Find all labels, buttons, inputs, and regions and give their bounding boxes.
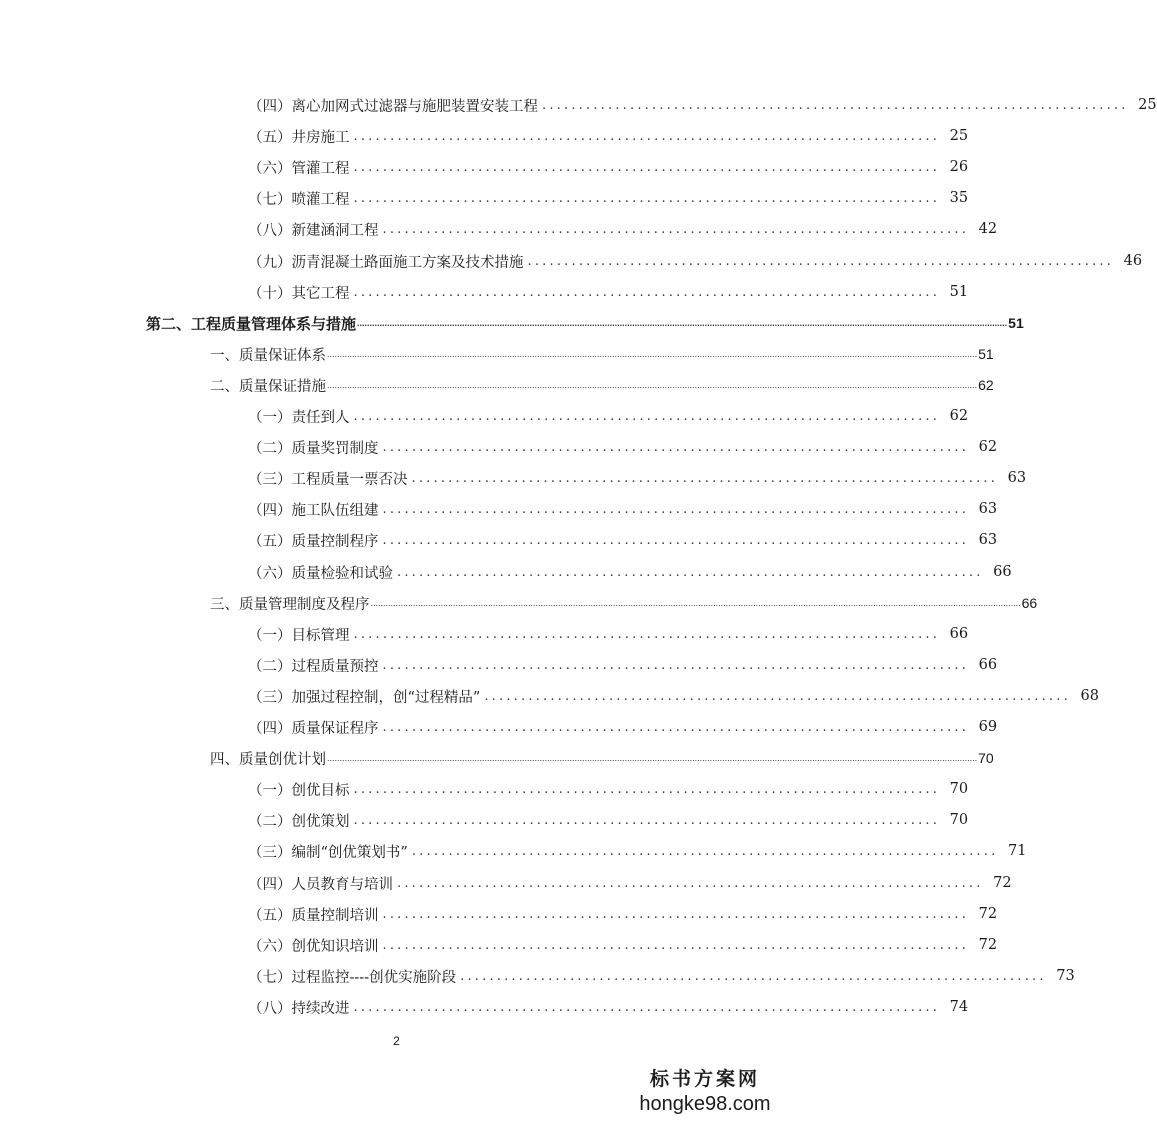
- toc-dot-leader: ................................................................................: [382, 719, 970, 735]
- toc-entry: [248, 217, 998, 241]
- toc-entry: [248, 684, 1099, 708]
- toc-entry-page: 68: [1080, 688, 1099, 704]
- toc-entry-page: 66: [978, 657, 998, 673]
- toc-dot-leader: ................................................................................: [382, 657, 970, 673]
- toc-entry-page: 70: [949, 781, 969, 797]
- toc-dot-leader: ................................................................................: [353, 408, 941, 424]
- toc-entry-title: （六）创优知识培训: [248, 938, 379, 955]
- toc-entry-title: （四）离心加网式过滤器与施肥装置安装工程: [248, 98, 538, 115]
- watermark-title: 标书方案网: [649, 1068, 760, 1090]
- toc-entry: [248, 995, 969, 1019]
- toc-entry-title: （三）工程质量一票否决: [248, 471, 408, 488]
- toc-dot-leader: ................................................................................: [527, 253, 1115, 269]
- toc-dot-leader: ................................................................................: [353, 190, 941, 206]
- toc-entry: [248, 93, 1157, 117]
- toc-dot-leader: ................................................................................: [460, 968, 1047, 984]
- toc-entry-page: 72: [993, 875, 1012, 891]
- toc-entry-title: （二）过程质量预控: [248, 658, 379, 675]
- watermark-url: hongke98.com: [639, 1093, 771, 1115]
- toc-dot-leader: ................................................................................: [353, 128, 941, 144]
- toc-entry: [210, 591, 1038, 615]
- toc-entry: [210, 373, 994, 397]
- toc-entry-title: （八）持续改进: [248, 1000, 350, 1017]
- toc-dot-leader: ................................................................................: [397, 564, 984, 580]
- toc-entry-title: （七）喷灌工程: [248, 191, 350, 208]
- toc-entry-title: （二）质量奖罚制度: [248, 440, 379, 457]
- toc-dot-leader: ................................................................................: [411, 470, 999, 486]
- toc-entry-page: 72: [978, 937, 998, 953]
- toc-entry-title: （三）编制“创优策划书”: [248, 844, 408, 861]
- toc-entry: [248, 653, 998, 677]
- toc-entry-page: 26: [949, 159, 969, 175]
- toc-entry: [210, 746, 994, 770]
- toc-entry-title: 二、质量保证措施: [210, 378, 326, 395]
- watermark-logo: [620, 1066, 790, 1120]
- toc-entry-page: 72: [978, 906, 998, 922]
- toc-entry-page: 51: [949, 284, 969, 300]
- toc-entry: [248, 622, 969, 646]
- toc-entry-page: 63: [1007, 470, 1027, 486]
- toc-dot-leader: ................................................................................: [542, 97, 1129, 113]
- toc-entry-page: 25: [1138, 97, 1157, 113]
- toc-dot-leader: ................................................................................: [382, 906, 970, 922]
- toc-dot-leader: ................................................................................: [382, 532, 970, 548]
- toc-entry: [248, 497, 998, 521]
- toc-entry: [248, 155, 969, 179]
- toc-entry-page: 74: [949, 999, 969, 1015]
- toc-dot-leader: ................................................................................: [382, 221, 970, 237]
- toc-entry-title: （七）过程监控----创优实施阶段: [248, 969, 457, 986]
- toc-dot-leader: ................................................................................: [353, 159, 941, 175]
- toc-entry-page: 35: [949, 190, 969, 206]
- toc-entry-page: 70: [949, 812, 969, 828]
- toc-entry-page: 66: [993, 564, 1012, 580]
- toc-entry-title: （三）加强过程控制，创“过程精品”: [248, 689, 481, 706]
- toc-dot-leader: ................................................................................: [484, 688, 1071, 704]
- toc-entry-title: 一、质量保证体系: [210, 347, 326, 364]
- toc-dot-leader: ................................................................................: [382, 501, 970, 517]
- toc-entry-title: （五）质量控制程序: [248, 533, 379, 550]
- toc-entry-page: 46: [1123, 253, 1143, 269]
- toc-entry-title: （八）新建涵洞工程: [248, 222, 379, 239]
- toc-entry: [248, 933, 998, 957]
- toc-dot-leader: ....................................................................................................................................................................................................................................................................: [357, 318, 1008, 328]
- toc-entry: [146, 311, 1024, 335]
- toc-entry-page: 51: [1008, 315, 1024, 331]
- toc-entry-title: （五）质量控制培训: [248, 907, 379, 924]
- toc-entry-page: 63: [978, 501, 998, 517]
- toc-dot-leader: ................................................................................: [353, 781, 941, 797]
- toc-entry: [248, 902, 998, 926]
- page-number: 2: [393, 1034, 400, 1048]
- toc-entry: [248, 249, 1143, 273]
- toc-entry: [248, 715, 998, 739]
- toc-entry-title: 三、质量管理制度及程序: [210, 596, 370, 613]
- toc-entry: [248, 808, 969, 832]
- toc-entry: [248, 871, 1012, 895]
- toc-dot-leader: ................................................................................: [353, 626, 941, 642]
- toc-dot-leader: ................................................................................: [411, 843, 999, 859]
- toc-entry: [248, 839, 1027, 863]
- toc-entry: [210, 342, 994, 366]
- toc-dot-leader: ................................................................................: [397, 875, 984, 891]
- toc-entry-page: 51: [978, 346, 994, 362]
- toc-entry-title: （九）沥青混凝土路面施工方案及技术措施: [248, 254, 524, 271]
- toc-entry-title: （六）质量检验和试验: [248, 565, 393, 582]
- toc-dot-leader: ................................................................................: [353, 812, 941, 828]
- toc-entry-title: （四）人员教育与培训: [248, 876, 393, 893]
- toc-entry-page: 25: [949, 128, 969, 144]
- toc-entry-title: （一）创优目标: [248, 782, 350, 799]
- toc-entry-page: 63: [978, 532, 998, 548]
- toc-entry-title: （一）目标管理: [248, 627, 350, 644]
- toc-entry-title: （四）施工队伍组建: [248, 502, 379, 519]
- toc-entry-page: 71: [1007, 843, 1027, 859]
- toc-dot-leader: ....................................................................................................................................................................................................................................................................: [327, 753, 978, 763]
- toc-entry-page: 66: [949, 626, 969, 642]
- toc-entry-title: 第二、工程质量管理体系与措施: [146, 314, 357, 333]
- toc-entry: [248, 964, 1075, 988]
- toc-entry: [248, 124, 969, 148]
- toc-entry-title: （十）其它工程: [248, 285, 350, 302]
- toc-entry-page: 42: [978, 221, 998, 237]
- toc-entry: [248, 404, 969, 428]
- toc-entry-page: 70: [978, 750, 994, 766]
- toc-entry-title: （一）责任到人: [248, 409, 350, 426]
- toc-entry-title: （六）管灌工程: [248, 160, 350, 177]
- toc-entry: [248, 186, 969, 210]
- toc-dot-leader: ....................................................................................................................................................................................................................................................................: [327, 380, 978, 390]
- toc-entry-page: 66: [1021, 595, 1038, 611]
- toc-entry-title: （二）创优策划: [248, 813, 350, 830]
- toc-entry: [248, 435, 998, 459]
- toc-entry-page: 73: [1056, 968, 1075, 984]
- toc-dot-leader: ................................................................................: [382, 439, 970, 455]
- toc-entry: [248, 528, 998, 552]
- toc-entry-title: 四、质量创优计划: [210, 751, 326, 768]
- toc-entry-page: 62: [978, 439, 998, 455]
- toc-entry-title: （五）井房施工: [248, 129, 350, 146]
- toc-dot-leader: ................................................................................: [382, 937, 970, 953]
- toc-entry: [248, 280, 969, 304]
- toc-dot-leader: ................................................................................: [353, 999, 941, 1015]
- toc-entry-page: 62: [978, 377, 994, 393]
- toc-dot-leader: ................................................................................: [353, 284, 941, 300]
- toc-dot-leader: ....................................................................................................................................................................................................................................................................: [327, 349, 978, 359]
- toc-entry: [248, 777, 969, 801]
- toc-dot-leader: ....................................................................................................................................................................................................................................................................: [370, 598, 1021, 608]
- toc-entry-title: （四）质量保证程序: [248, 720, 379, 737]
- toc-entry: [248, 560, 1012, 584]
- toc-entry-page: 62: [949, 408, 969, 424]
- toc-entry-page: 69: [978, 719, 998, 735]
- toc-entry: [248, 466, 1027, 490]
